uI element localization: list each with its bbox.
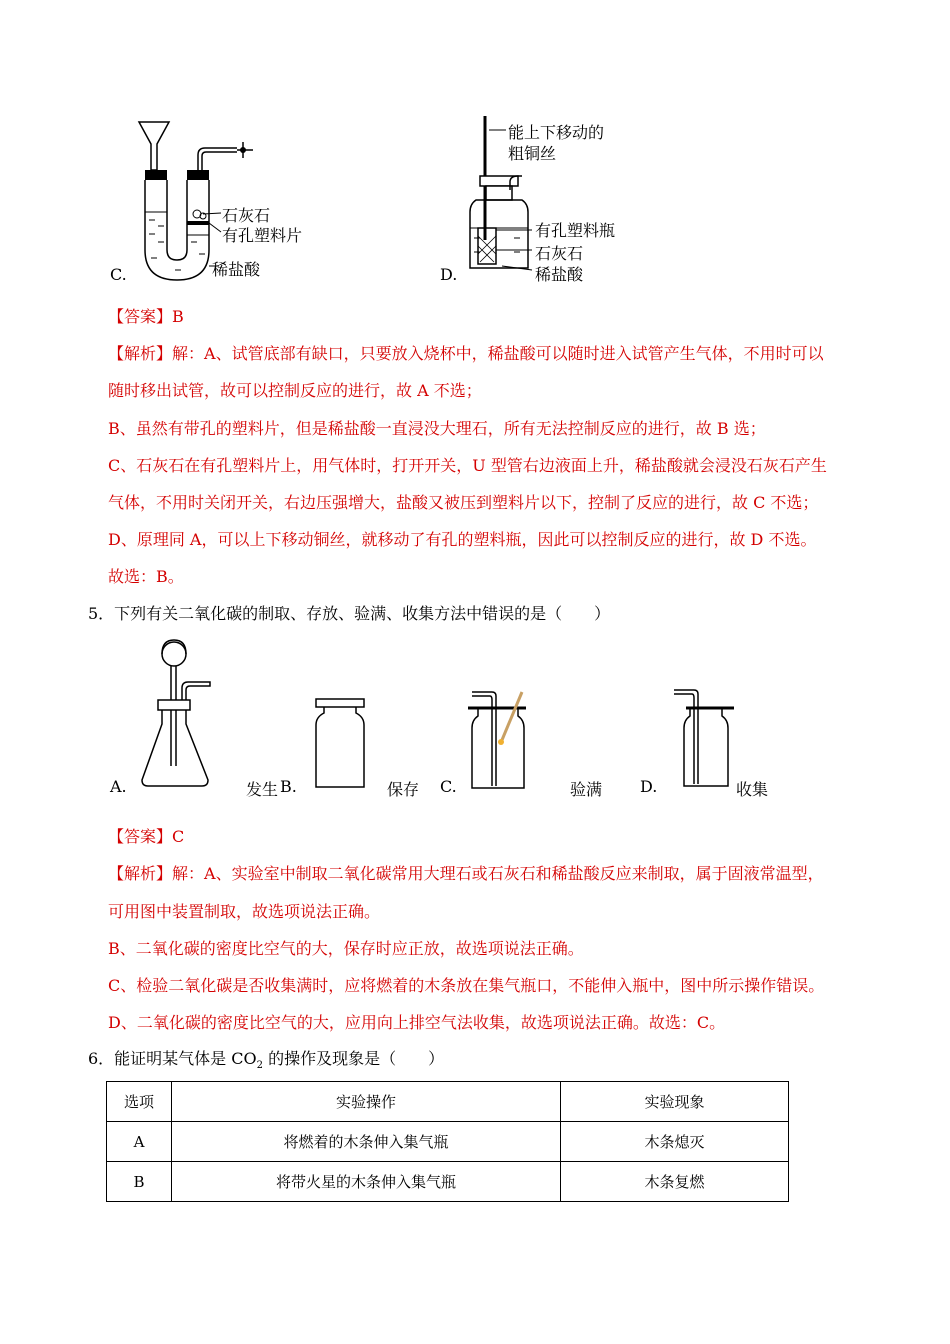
q5-option-c-letter: C. [440, 777, 457, 796]
q5-option-d-text: 收集 [736, 780, 769, 799]
q4-analysis-line: 【解析】解：A、试管底部有缺口，只要放入烧杯中，稀盐酸可以随时进入试管产生气体，不用时可以 [108, 344, 824, 363]
option-d-letter: D. [440, 265, 458, 284]
flask-generator-figure [140, 640, 240, 790]
fig-c-label-limestone: 石灰石 [222, 206, 271, 225]
table-cell: A [107, 1122, 172, 1162]
q5-option-b-text: 保存 [387, 780, 420, 799]
q5-option-b-letter: B. [280, 777, 297, 796]
table-cell: 将带火星的木条伸入集气瓶 [172, 1162, 561, 1202]
answer-tag: 【答案】 [108, 307, 173, 326]
q5-analysis-line: B、二氧化碳的密度比空气的大，保存时应正放，故选项说法正确。 [108, 939, 584, 958]
q4-analysis-line: D、原理同 A，可以上下移动铜丝，就移动了有孔的塑料瓶，因此可以控制反应的进行，故 D 不选。 [108, 530, 817, 549]
answer-value: C [172, 827, 185, 846]
q4-analysis-line: 故选：B。 [108, 567, 184, 586]
q5-option-a-text: 发生 [246, 780, 279, 799]
fig-d-label-bottle: 有孔塑料瓶 [535, 221, 616, 240]
q5-analysis-line: C、检验二氧化碳是否收集满时，应将燃着的木条放在集气瓶口，不能伸入瓶中，图中所示操作错误。 [108, 976, 825, 995]
q4-analysis-line: C、石灰石在有孔塑料片上，用气体时，打开开关，U 型管右边液面上升，稀盐酸就会浸没石灰石产生 [108, 456, 827, 475]
answer-tag: 【答案】 [108, 827, 173, 846]
table-cell: 木条熄灭 [561, 1122, 789, 1162]
table-row [107, 1162, 789, 1202]
q6-stem: 6．能证明某气体是 $CO_2$ 的操作及现象是（ ） [88, 1049, 445, 1072]
analysis-tag: 【解析】 [108, 344, 173, 363]
q4-answer [108, 307, 184, 327]
table-header-cell: 选项 [107, 1082, 172, 1122]
option-c-letter: C. [110, 265, 127, 284]
q4-analysis-line: 气体，不用时关闭开关，右边压强增大，盐酸又被压到塑料片以下，控制了反应的进行，故 C 不选； [108, 493, 819, 512]
table-header-cell: 实验操作 [172, 1082, 561, 1122]
q5-analysis-line: D、二氧化碳的密度比空气的大，应用向上排空气法收集，故选项说法正确。故选：C。 [108, 1013, 726, 1032]
table-header-cell: 实验现象 [561, 1082, 789, 1122]
q5-option-a-letter: A. [110, 777, 127, 796]
table-cell: 将燃着的木条伸入集气瓶 [172, 1122, 561, 1162]
fig-c-label-plate: 有孔塑料片 [222, 226, 303, 245]
table-row [107, 1122, 789, 1162]
table-cell: 木条复燃 [561, 1162, 789, 1202]
analysis-tag: 【解析】 [108, 864, 173, 883]
q4-analysis-line: 随时移出试管，故可以控制反应的进行，故 A 不选； [108, 381, 482, 400]
fig-d-label-acid: 稀盐酸 [535, 265, 584, 284]
fig-d-label-wire-1: 能上下移动的 [508, 123, 605, 142]
q4-analysis-line: B、虽然有带孔的塑料片，但是稀盐酸一直浸没大理石，所有无法控制反应的进行，故 B 选； [108, 419, 766, 438]
q5-option-d-letter: D. [640, 777, 658, 796]
q5-analysis-line: 【解析】解：A、实验室中制取二氧化碳常用大理石或石灰石和稀盐酸反应来制取，属于固液常温型， [108, 864, 824, 883]
gas-full-check-figure [466, 686, 546, 796]
table-cell: B [107, 1162, 172, 1202]
fig-c-label-acid: 稀盐酸 [212, 260, 261, 279]
options-table [106, 1081, 789, 1202]
q5-analysis-line: 可用图中装置制取，故选项说法正确。 [108, 902, 381, 921]
q5-option-c-text: 验满 [570, 780, 603, 799]
gas-bottle-storage-figure [312, 695, 372, 795]
q5-answer [108, 827, 184, 847]
answer-value: B [172, 307, 184, 326]
q5-stem: 5．下列有关二氧化碳的制取、存放、验满、收集方法中错误的是（ ） [88, 604, 611, 623]
table-header-row [107, 1082, 789, 1122]
fig-d-label-wire-2: 粗铜丝 [508, 144, 557, 163]
fig-d-label-limestone: 石灰石 [535, 244, 584, 263]
